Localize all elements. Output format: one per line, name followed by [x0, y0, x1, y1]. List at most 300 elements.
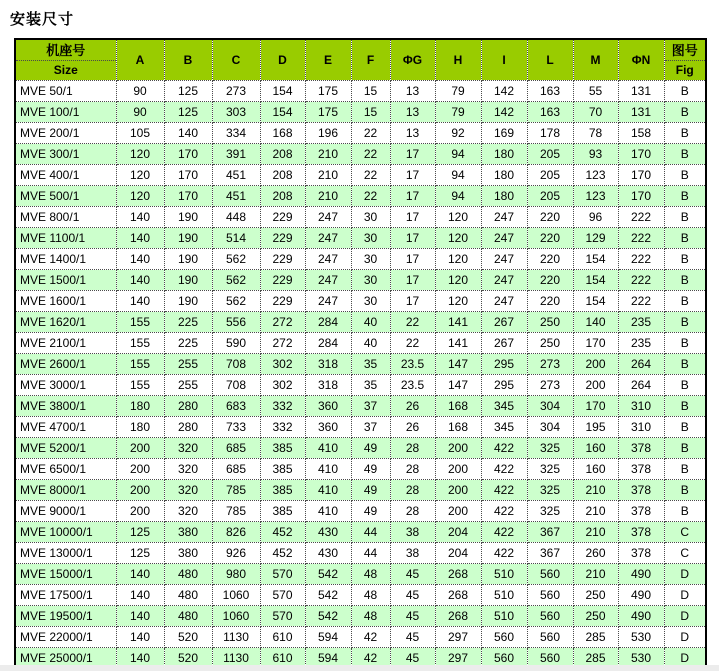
value-cell: 70 [573, 102, 618, 123]
value-cell: 17 [390, 228, 435, 249]
value-cell: 30 [351, 249, 390, 270]
value-cell: 247 [481, 291, 527, 312]
value-cell: 378 [618, 480, 664, 501]
table-row [15, 249, 706, 270]
table-row [15, 522, 706, 543]
value-cell: 22 [351, 123, 390, 144]
value-cell: 168 [260, 123, 305, 144]
value-cell: 170 [573, 396, 618, 417]
value-cell: 295 [481, 354, 527, 375]
size-cell: MVE 13000/1 [15, 543, 116, 564]
value-cell: 170 [573, 333, 618, 354]
value-cell: 320 [164, 480, 212, 501]
value-cell: 142 [481, 81, 527, 102]
value-cell: 542 [305, 606, 351, 627]
value-cell: 22 [390, 312, 435, 333]
value-cell: 318 [305, 375, 351, 396]
value-cell: 422 [481, 501, 527, 522]
value-cell: 49 [351, 459, 390, 480]
value-cell: 826 [212, 522, 260, 543]
value-cell: 422 [481, 522, 527, 543]
value-cell: 120 [435, 228, 481, 249]
value-cell: 200 [435, 459, 481, 480]
value-cell: 229 [260, 270, 305, 291]
value-cell: 708 [212, 375, 260, 396]
value-cell: 120 [435, 291, 481, 312]
fig-cell: B [664, 228, 706, 249]
value-cell: 378 [618, 501, 664, 522]
value-cell: 530 [618, 648, 664, 669]
installation-dimensions-table [14, 38, 707, 670]
value-cell: 284 [305, 312, 351, 333]
page-title: 安装尺寸 [10, 11, 75, 28]
column-header-d: D [260, 39, 305, 81]
value-cell: 268 [435, 564, 481, 585]
value-cell: 15 [351, 81, 390, 102]
value-cell: 131 [618, 81, 664, 102]
column-header-phi-g: ΦG [390, 39, 435, 81]
value-cell: 220 [527, 291, 573, 312]
value-cell: 26 [390, 417, 435, 438]
value-cell: 147 [435, 375, 481, 396]
value-cell: 142 [481, 102, 527, 123]
value-cell: 210 [305, 144, 351, 165]
value-cell: 380 [164, 522, 212, 543]
value-cell: 49 [351, 501, 390, 522]
value-cell: 247 [305, 228, 351, 249]
value-cell: 200 [116, 480, 164, 501]
size-cell: MVE 800/1 [15, 207, 116, 228]
table-header-row [15, 39, 706, 81]
value-cell: 200 [116, 459, 164, 480]
value-cell: 268 [435, 606, 481, 627]
value-cell: 200 [435, 501, 481, 522]
column-header-f: F [351, 39, 390, 81]
value-cell: 170 [618, 144, 664, 165]
table-row [15, 102, 706, 123]
fig-cell: C [664, 543, 706, 564]
value-cell: 120 [116, 165, 164, 186]
value-cell: 222 [618, 270, 664, 291]
value-cell: 1060 [212, 585, 260, 606]
value-cell: 247 [305, 249, 351, 270]
value-cell: 170 [618, 186, 664, 207]
fig-cell: B [664, 165, 706, 186]
value-cell: 385 [260, 501, 305, 522]
value-cell: 302 [260, 354, 305, 375]
value-cell: 44 [351, 522, 390, 543]
fig-cell: B [664, 123, 706, 144]
value-cell: 163 [527, 81, 573, 102]
value-cell: 310 [618, 396, 664, 417]
value-cell: 560 [481, 627, 527, 648]
value-cell: 480 [164, 585, 212, 606]
value-cell: 926 [212, 543, 260, 564]
value-cell: 229 [260, 249, 305, 270]
value-cell: 180 [481, 165, 527, 186]
table-row [15, 585, 706, 606]
value-cell: 210 [573, 501, 618, 522]
table-row [15, 501, 706, 522]
value-cell: 163 [527, 102, 573, 123]
value-cell: 422 [481, 543, 527, 564]
column-header-b: B [164, 39, 212, 81]
value-cell: 94 [435, 186, 481, 207]
fig-cell: D [664, 648, 706, 669]
value-cell: 175 [305, 102, 351, 123]
value-cell: 17 [390, 291, 435, 312]
value-cell: 295 [481, 375, 527, 396]
value-cell: 297 [435, 627, 481, 648]
value-cell: 273 [212, 81, 260, 102]
value-cell: 170 [164, 165, 212, 186]
table-row [15, 354, 706, 375]
column-header-h: H [435, 39, 481, 81]
value-cell: 285 [573, 648, 618, 669]
column-header-c: C [212, 39, 260, 81]
value-cell: 125 [116, 543, 164, 564]
size-cell: MVE 3800/1 [15, 396, 116, 417]
table-row [15, 291, 706, 312]
value-cell: 272 [260, 333, 305, 354]
value-cell: 367 [527, 522, 573, 543]
value-cell: 205 [527, 144, 573, 165]
column-header-e: E [305, 39, 351, 81]
value-cell: 140 [116, 606, 164, 627]
value-cell: 28 [390, 438, 435, 459]
value-cell: 320 [164, 501, 212, 522]
value-cell: 304 [527, 396, 573, 417]
value-cell: 210 [305, 165, 351, 186]
value-cell: 422 [481, 459, 527, 480]
value-cell: 320 [164, 438, 212, 459]
value-cell: 79 [435, 102, 481, 123]
table-row [15, 333, 706, 354]
value-cell: 325 [527, 459, 573, 480]
value-cell: 40 [351, 333, 390, 354]
value-cell: 155 [116, 375, 164, 396]
value-cell: 45 [390, 585, 435, 606]
value-cell: 17 [390, 270, 435, 291]
value-cell: 169 [481, 123, 527, 144]
table-row [15, 375, 706, 396]
value-cell: 200 [116, 438, 164, 459]
value-cell: 131 [618, 102, 664, 123]
table-row [15, 606, 706, 627]
value-cell: 510 [481, 585, 527, 606]
table-body [15, 81, 706, 669]
value-cell: 204 [435, 522, 481, 543]
value-cell: 17 [390, 186, 435, 207]
value-cell: 26 [390, 396, 435, 417]
value-cell: 452 [260, 543, 305, 564]
value-cell: 55 [573, 81, 618, 102]
value-cell: 170 [164, 186, 212, 207]
value-cell: 220 [527, 207, 573, 228]
value-cell: 594 [305, 627, 351, 648]
page-bottom-strip [0, 665, 719, 671]
value-cell: 264 [618, 354, 664, 375]
size-cell: MVE 4700/1 [15, 417, 116, 438]
fig-cell: B [664, 333, 706, 354]
value-cell: 78 [573, 123, 618, 144]
value-cell: 610 [260, 648, 305, 669]
value-cell: 490 [618, 606, 664, 627]
value-cell: 1060 [212, 606, 260, 627]
value-cell: 195 [573, 417, 618, 438]
value-cell: 250 [527, 312, 573, 333]
value-cell: 345 [481, 396, 527, 417]
value-cell: 222 [618, 207, 664, 228]
column-header-size-zh: 机座号 [16, 40, 116, 61]
value-cell: 190 [164, 228, 212, 249]
value-cell: 562 [212, 291, 260, 312]
value-cell: 123 [573, 186, 618, 207]
value-cell: 683 [212, 396, 260, 417]
value-cell: 125 [116, 522, 164, 543]
value-cell: 30 [351, 228, 390, 249]
value-cell: 280 [164, 396, 212, 417]
fig-cell: B [664, 375, 706, 396]
value-cell: 235 [618, 333, 664, 354]
value-cell: 120 [435, 249, 481, 270]
value-cell: 120 [435, 207, 481, 228]
column-header-fig [664, 39, 706, 81]
size-cell: MVE 9000/1 [15, 501, 116, 522]
size-cell: MVE 500/1 [15, 186, 116, 207]
value-cell: 542 [305, 564, 351, 585]
value-cell: 235 [618, 312, 664, 333]
value-cell: 94 [435, 165, 481, 186]
value-cell: 272 [260, 312, 305, 333]
value-cell: 360 [305, 417, 351, 438]
value-cell: 250 [527, 333, 573, 354]
value-cell: 30 [351, 270, 390, 291]
value-cell: 448 [212, 207, 260, 228]
size-cell: MVE 19500/1 [15, 606, 116, 627]
value-cell: 225 [164, 312, 212, 333]
value-cell: 570 [260, 606, 305, 627]
column-header-m: M [573, 39, 618, 81]
value-cell: 208 [260, 165, 305, 186]
value-cell: 785 [212, 480, 260, 501]
value-cell: 367 [527, 543, 573, 564]
fig-cell: D [664, 606, 706, 627]
value-cell: 264 [618, 375, 664, 396]
value-cell: 560 [481, 648, 527, 669]
fig-cell: B [664, 207, 706, 228]
value-cell: 594 [305, 648, 351, 669]
value-cell: 140 [116, 648, 164, 669]
value-cell: 225 [164, 333, 212, 354]
value-cell: 28 [390, 480, 435, 501]
value-cell: 685 [212, 459, 260, 480]
table-row [15, 81, 706, 102]
table-row [15, 165, 706, 186]
value-cell: 22 [351, 165, 390, 186]
value-cell: 45 [390, 627, 435, 648]
size-cell: MVE 22000/1 [15, 627, 116, 648]
value-cell: 30 [351, 207, 390, 228]
value-cell: 560 [527, 648, 573, 669]
value-cell: 480 [164, 564, 212, 585]
fig-cell: B [664, 417, 706, 438]
value-cell: 378 [618, 522, 664, 543]
value-cell: 267 [481, 312, 527, 333]
value-cell: 320 [164, 459, 212, 480]
value-cell: 170 [618, 165, 664, 186]
size-cell: MVE 2100/1 [15, 333, 116, 354]
value-cell: 268 [435, 585, 481, 606]
value-cell: 255 [164, 375, 212, 396]
value-cell: 44 [351, 543, 390, 564]
value-cell: 514 [212, 228, 260, 249]
value-cell: 247 [481, 270, 527, 291]
value-cell: 685 [212, 438, 260, 459]
value-cell: 42 [351, 627, 390, 648]
value-cell: 1130 [212, 627, 260, 648]
value-cell: 222 [618, 228, 664, 249]
value-cell: 247 [305, 291, 351, 312]
value-cell: 48 [351, 564, 390, 585]
size-cell: MVE 15000/1 [15, 564, 116, 585]
value-cell: 45 [390, 648, 435, 669]
column-header-fig-en: Fig [675, 63, 694, 78]
table-row [15, 270, 706, 291]
value-cell: 530 [618, 627, 664, 648]
value-cell: 180 [481, 144, 527, 165]
value-cell: 154 [573, 249, 618, 270]
value-cell: 325 [527, 438, 573, 459]
value-cell: 250 [573, 585, 618, 606]
table-row [15, 459, 706, 480]
value-cell: 410 [305, 480, 351, 501]
value-cell: 570 [260, 564, 305, 585]
value-cell: 140 [116, 585, 164, 606]
size-cell: MVE 50/1 [15, 81, 116, 102]
value-cell: 141 [435, 312, 481, 333]
value-cell: 334 [212, 123, 260, 144]
fig-cell: B [664, 291, 706, 312]
value-cell: 180 [116, 396, 164, 417]
fig-cell: B [664, 249, 706, 270]
value-cell: 229 [260, 207, 305, 228]
value-cell: 13 [390, 81, 435, 102]
value-cell: 378 [618, 459, 664, 480]
value-cell: 345 [481, 417, 527, 438]
column-header-i: I [481, 39, 527, 81]
column-header-fig-zh: 图号 [665, 40, 706, 61]
value-cell: 380 [164, 543, 212, 564]
value-cell: 17 [390, 165, 435, 186]
value-cell: 17 [390, 144, 435, 165]
fig-cell: B [664, 354, 706, 375]
value-cell: 155 [116, 354, 164, 375]
column-header-phi-n: ΦN [618, 39, 664, 81]
table-row [15, 186, 706, 207]
fig-cell: B [664, 270, 706, 291]
value-cell: 155 [116, 333, 164, 354]
value-cell: 120 [116, 186, 164, 207]
value-cell: 37 [351, 417, 390, 438]
value-cell: 229 [260, 291, 305, 312]
value-cell: 247 [481, 249, 527, 270]
fig-cell: B [664, 81, 706, 102]
value-cell: 210 [573, 522, 618, 543]
value-cell: 180 [116, 417, 164, 438]
value-cell: 210 [573, 480, 618, 501]
size-cell: MVE 1500/1 [15, 270, 116, 291]
value-cell: 140 [573, 312, 618, 333]
value-cell: 260 [573, 543, 618, 564]
fig-cell: B [664, 396, 706, 417]
value-cell: 210 [305, 186, 351, 207]
value-cell: 247 [305, 270, 351, 291]
table-row [15, 123, 706, 144]
value-cell: 205 [527, 165, 573, 186]
value-cell: 190 [164, 207, 212, 228]
value-cell: 562 [212, 270, 260, 291]
value-cell: 208 [260, 144, 305, 165]
value-cell: 285 [573, 627, 618, 648]
value-cell: 451 [212, 186, 260, 207]
value-cell: 48 [351, 585, 390, 606]
value-cell: 13 [390, 123, 435, 144]
value-cell: 35 [351, 375, 390, 396]
value-cell: 45 [390, 564, 435, 585]
value-cell: 980 [212, 564, 260, 585]
value-cell: 560 [527, 564, 573, 585]
fig-cell: D [664, 564, 706, 585]
value-cell: 385 [260, 459, 305, 480]
value-cell: 297 [435, 648, 481, 669]
size-cell: MVE 3000/1 [15, 375, 116, 396]
fig-cell: C [664, 522, 706, 543]
table-row [15, 312, 706, 333]
value-cell: 90 [116, 102, 164, 123]
value-cell: 154 [573, 270, 618, 291]
value-cell: 23.5 [390, 354, 435, 375]
value-cell: 222 [618, 249, 664, 270]
value-cell: 92 [435, 123, 481, 144]
size-cell: MVE 1620/1 [15, 312, 116, 333]
value-cell: 520 [164, 648, 212, 669]
fig-cell: D [664, 585, 706, 606]
value-cell: 13 [390, 102, 435, 123]
value-cell: 304 [527, 417, 573, 438]
fig-cell: B [664, 186, 706, 207]
table-row [15, 144, 706, 165]
value-cell: 560 [527, 627, 573, 648]
value-cell: 120 [435, 270, 481, 291]
fig-cell: B [664, 144, 706, 165]
value-cell: 42 [351, 648, 390, 669]
value-cell: 303 [212, 102, 260, 123]
value-cell: 302 [260, 375, 305, 396]
table-row [15, 480, 706, 501]
column-header-size-en: Size [53, 63, 78, 78]
value-cell: 200 [116, 501, 164, 522]
value-cell: 385 [260, 438, 305, 459]
value-cell: 385 [260, 480, 305, 501]
value-cell: 332 [260, 417, 305, 438]
value-cell: 140 [116, 249, 164, 270]
value-cell: 325 [527, 501, 573, 522]
value-cell: 175 [305, 81, 351, 102]
size-cell: MVE 2600/1 [15, 354, 116, 375]
value-cell: 785 [212, 501, 260, 522]
value-cell: 190 [164, 291, 212, 312]
